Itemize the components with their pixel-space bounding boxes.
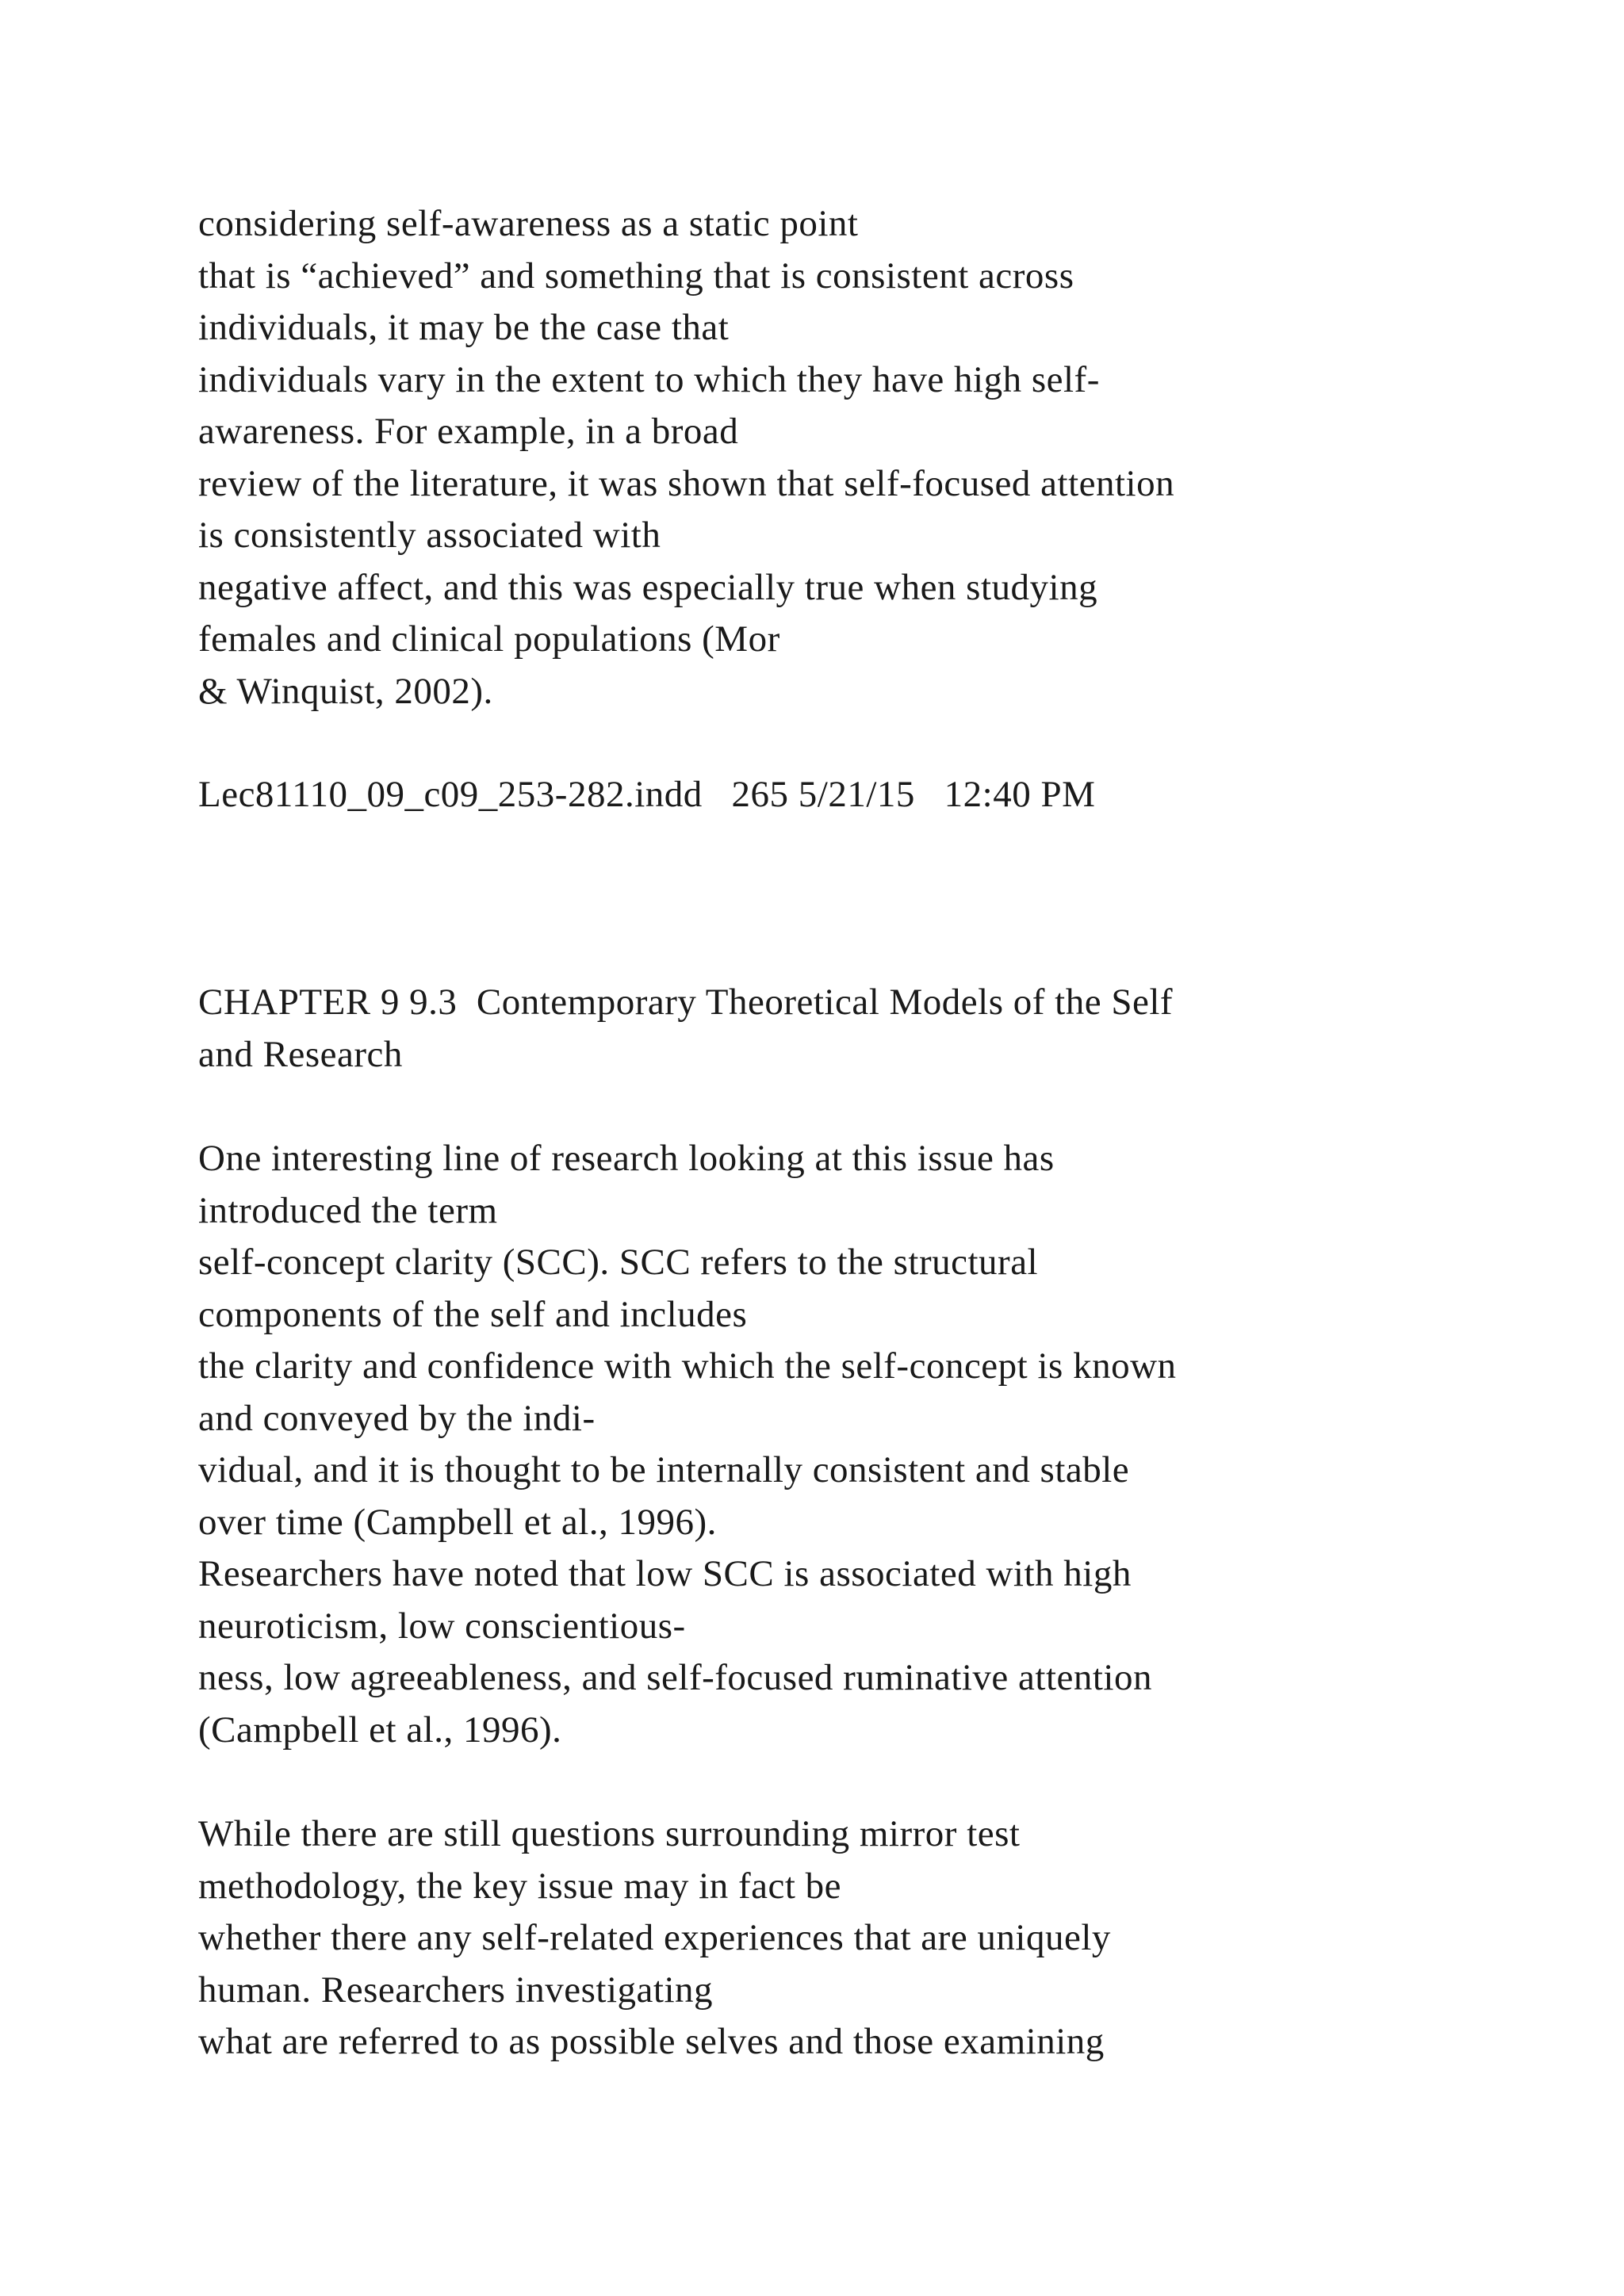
text-line: (Campbell et al., 1996). xyxy=(198,1709,562,1751)
text-line: ness, low agreeableness, and self-focused ruminative attention xyxy=(198,1657,1152,1698)
text-line: & Winquist, 2002). xyxy=(198,670,493,712)
text-line: review of the literature, it was shown that self-focused attention xyxy=(198,462,1175,504)
text-line: individuals vary in the extent to which they have high self- xyxy=(198,358,1100,400)
text-line: awareness. For example, in a broad xyxy=(198,411,739,452)
text-line: negative affect, and this was especially true when studying xyxy=(198,566,1098,608)
file-footer xyxy=(198,769,1546,821)
text-line: neuroticism, low conscientious- xyxy=(198,1605,686,1647)
chapter-heading-line: CHAPTER 9 9.3 Contemporary Theoretical Models of the Self xyxy=(198,982,1174,1023)
text-line: methodology, the key issue may in fact be xyxy=(198,1865,842,1907)
text-line: over time (Campbell et al., 1996). xyxy=(198,1501,717,1543)
text-line: While there are still questions surrounding mirror test xyxy=(198,1813,1021,1854)
text-line: vidual, and it is thought to be internally consistent and stable xyxy=(198,1449,1130,1490)
text-line: introduced the term xyxy=(198,1189,498,1231)
text-line: Researchers have noted that low SCC is associated with high xyxy=(198,1553,1132,1594)
text-line: what are referred to as possible selves and those examining xyxy=(198,2021,1105,2062)
text-line: components of the self and includes xyxy=(198,1293,748,1335)
text-line: human. Researchers investigating xyxy=(198,1969,714,2011)
text-line: whether there any self-related experiences that are uniquely xyxy=(198,1917,1111,1958)
paragraph-self-awareness xyxy=(198,198,1546,718)
text-line: and conveyed by the indi- xyxy=(198,1397,596,1439)
paragraph-mirror-test xyxy=(198,1808,1546,2068)
text-line: females and clinical populations (Mor xyxy=(198,618,780,660)
text-line: One interesting line of research looking at this issue has xyxy=(198,1138,1055,1179)
chapter-heading-line: and Research xyxy=(198,1033,403,1075)
text-line: individuals, it may be the case that xyxy=(198,307,730,348)
text-line: self-concept clarity (SCC). SCC refers to the structural xyxy=(198,1242,1039,1283)
paragraph-self-concept-clarity xyxy=(198,1133,1546,1756)
file-footer-text: Lec81110_09_c09_253-282.indd 265 5/21/15 12:40 PM xyxy=(198,774,1096,815)
text-line: the clarity and confidence with which the self-concept is known xyxy=(198,1345,1177,1387)
chapter-heading xyxy=(198,977,1546,1081)
text-line: that is “achieved” and something that is consistent across xyxy=(198,254,1074,297)
text-line: considering self-awareness as a static point xyxy=(198,203,859,244)
text-line: is consistently associated with xyxy=(198,515,661,556)
